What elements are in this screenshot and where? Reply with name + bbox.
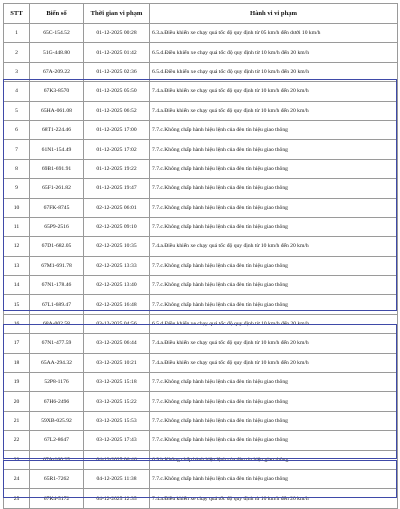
row-number: 10 [4,198,30,217]
violations-table [3,3,398,509]
license-plate: 65F1-261.82 [30,179,84,198]
table-row [4,62,398,81]
license-plate: 65C-154.52 [30,24,84,43]
license-plate: 68T1-224.46 [30,120,84,139]
violation-time: 01-12-2025 02:36 [84,62,150,81]
violation-time: 02-12-2025 16:48 [84,295,150,314]
violation-time: 03-12-2025 06:44 [84,334,150,353]
table-row [4,489,398,508]
row-number: 22 [4,431,30,450]
row-number: 1 [4,24,30,43]
row-number: 7 [4,140,30,159]
license-plate: 67L2-8647 [30,431,84,450]
row-number: 23 [4,450,30,469]
violation-description: 7.7.c.Không chấp hành hiệu lệnh của đèn tín hiệu giao thông [150,140,398,159]
row-number: 25 [4,489,30,508]
violation-description: 7.4.a.Điều khiển xe chạy quá tốc độ quy định từ 10 km/h đến 20 km/h [150,101,398,120]
violation-time: 02-12-2025 13:33 [84,256,150,275]
table-row [4,450,398,469]
row-number: 20 [4,392,30,411]
violation-time: 02-12-2025 06:01 [84,198,150,217]
violation-description: 6.9.b.Không chấp hành hiệu lệnh của đèn tín hiệu giao thông [150,450,398,469]
table-row [4,198,398,217]
violation-time: 04-12-2025 12:35 [84,489,150,508]
header-time: Thời gian vi phạm [84,4,150,24]
violation-time: 02-12-2025 13:40 [84,276,150,295]
row-number: 16 [4,314,30,333]
table-row [4,353,398,372]
table-row [4,334,398,353]
table-row [4,469,398,488]
row-number: 18 [4,353,30,372]
row-number: 6 [4,120,30,139]
violation-description: 7.7.c.Không chấp hành hiệu lệnh của đèn tín hiệu giao thông [150,256,398,275]
license-plate: 67K4-5172 [30,489,84,508]
violation-description: 7.4.a.Điều khiển xe chạy quá tốc độ quy định từ 10 km/h đến 20 km/h [150,489,398,508]
violation-description: 7.7.c.Không chấp hành hiệu lệnh của đèn tín hiệu giao thông [150,373,398,392]
violation-time: 03-12-2025 15:22 [84,392,150,411]
violation-time: 04-12-2025 06:46 [84,450,150,469]
violation-description: 7.7.c.Không chấp hành hiệu lệnh của đèn tín hiệu giao thông [150,217,398,236]
row-number: 8 [4,159,30,178]
license-plate: 67H6-2496 [30,392,84,411]
license-plate: 51G-448.80 [30,43,84,62]
table-row [4,140,398,159]
license-plate: 52P8-1176 [30,373,84,392]
violation-description: 7.4.a.Điều khiển xe chạy quá tốc độ quy định từ 10 km/h đến 20 km/h [150,237,398,256]
violation-time: 03-12-2025 17:43 [84,431,150,450]
license-plate: 65P9-2516 [30,217,84,236]
table-row [4,82,398,101]
table-row [4,43,398,62]
violation-description: 6.3.a.Điều khiển xe chạy quá tốc độ quy định từ 05 km/h đến dưới 10 km/h [150,24,398,43]
table-row [4,237,398,256]
table-row [4,179,398,198]
violation-description: 7.4.a.Điều khiển xe chạy quá tốc độ quy định từ 10 km/h đến 20 km/h [150,353,398,372]
header-violation: Hành vi vi phạm [150,4,398,24]
license-plate: 67L1-689.47 [30,295,84,314]
license-plate: 67K3-8570 [30,82,84,101]
row-number: 5 [4,101,30,120]
violation-description: 6.5.d.Điều khiển xe chạy quá tốc độ quy định từ 10 km/h đến 20 km/h [150,43,398,62]
table-row [4,120,398,139]
table-row [4,276,398,295]
license-plate: 67M1-691.78 [30,256,84,275]
license-plate: 65HA-061.08 [30,101,84,120]
violation-description: 7.7.c.Không chấp hành hiệu lệnh của đèn tín hiệu giao thông [150,431,398,450]
license-plate: 59XB-025.92 [30,411,84,430]
violation-time: 01-12-2025 17:02 [84,140,150,159]
violation-time: 02-12-2025 10:35 [84,237,150,256]
row-number: 9 [4,179,30,198]
license-plate: 67FK-8745 [30,198,84,217]
violation-description: 7.7.c.Không chấp hành hiệu lệnh của đèn tín hiệu giao thông [150,198,398,217]
license-plate: 69B1-691.91 [30,159,84,178]
table-header-row [4,4,398,24]
violation-time: 01-12-2025 00:28 [84,24,150,43]
table-body [4,24,398,509]
violation-time: 01-12-2025 05:50 [84,82,150,101]
row-number: 17 [4,334,30,353]
table-row [4,431,398,450]
table-row [4,295,398,314]
violation-description: 7.7.c.Không chấp hành hiệu lệnh của đèn tín hiệu giao thông [150,469,398,488]
violation-time: 02-12-2025 09:10 [84,217,150,236]
violation-time: 01-12-2025 06:52 [84,101,150,120]
license-plate: 68A-002.58 [30,314,84,333]
violation-time: 03-12-2025 15:53 [84,411,150,430]
violation-description: 7.4.a.Điều khiển xe chạy quá tốc độ quy định từ 10 km/h đến 20 km/h [150,334,398,353]
table-row [4,256,398,275]
violation-time: 01-12-2025 19:22 [84,159,150,178]
violation-description: 7.7.c.Không chấp hành hiệu lệnh của đèn tín hiệu giao thông [150,295,398,314]
row-number: 24 [4,469,30,488]
violation-description: 7.7.c.Không chấp hành hiệu lệnh của đèn tín hiệu giao thông [150,179,398,198]
license-plate: 65AA-294.32 [30,353,84,372]
violation-time: 01-12-2025 01:42 [84,43,150,62]
row-number: 3 [4,62,30,81]
row-number: 15 [4,295,30,314]
row-number: 2 [4,43,30,62]
table-row [4,392,398,411]
table-row [4,373,398,392]
violation-description: 6.5.d.Điều khiển xe chạy quá tốc độ quy định từ 10 km/h đến 20 km/h [150,62,398,81]
header-plate: Biển số [30,4,84,24]
row-number: 13 [4,256,30,275]
license-plate: 67N1-178.46 [30,276,84,295]
table-row [4,101,398,120]
violation-time: 01-12-2025 19:47 [84,179,150,198]
violation-description: 7.7.c.Không chấp hành hiệu lệnh của đèn tín hiệu giao thông [150,276,398,295]
violation-description: 7.4.a.Điều khiển xe chạy quá tốc độ quy định từ 10 km/h đến 20 km/h [150,82,398,101]
violation-time: 03-12-2025 10:21 [84,353,150,372]
violation-description: 7.7.c.Không chấp hành hiệu lệnh của đèn tín hiệu giao thông [150,120,398,139]
violation-description: 7.7.c.Không chấp hành hiệu lệnh của đèn tín hiệu giao thông [150,159,398,178]
row-number: 21 [4,411,30,430]
violation-time: 03-12-2025 15:18 [84,373,150,392]
license-plate: 67A-209.22 [30,62,84,81]
violation-time: 04-12-2025 11:38 [84,469,150,488]
table-row [4,217,398,236]
license-plate: 67D1-682.05 [30,237,84,256]
row-number: 11 [4,217,30,236]
table-row [4,24,398,43]
violation-description: 7.7.c.Không chấp hành hiệu lệnh của đèn tín hiệu giao thông [150,392,398,411]
violation-description: 6.5.d.Điều khiển xe chạy quá tốc độ quy định từ 10 km/h đến 20 km/h [150,314,398,333]
violation-description: 7.7.c.Không chấp hành hiệu lệnh của đèn tín hiệu giao thông [150,411,398,430]
table-row [4,411,398,430]
row-number: 19 [4,373,30,392]
row-number: 14 [4,276,30,295]
violation-time: 03-12-2025 04:56 [84,314,150,333]
table-row [4,159,398,178]
license-plate: 67N1-477.59 [30,334,84,353]
table-row [4,314,398,333]
license-plate: 65R1-7262 [30,469,84,488]
license-plate: 67A-160.25 [30,450,84,469]
row-number: 4 [4,82,30,101]
violation-time: 01-12-2025 17:00 [84,120,150,139]
row-number: 12 [4,237,30,256]
license-plate: 61N1-154.49 [30,140,84,159]
header-stt: STT [4,4,30,24]
